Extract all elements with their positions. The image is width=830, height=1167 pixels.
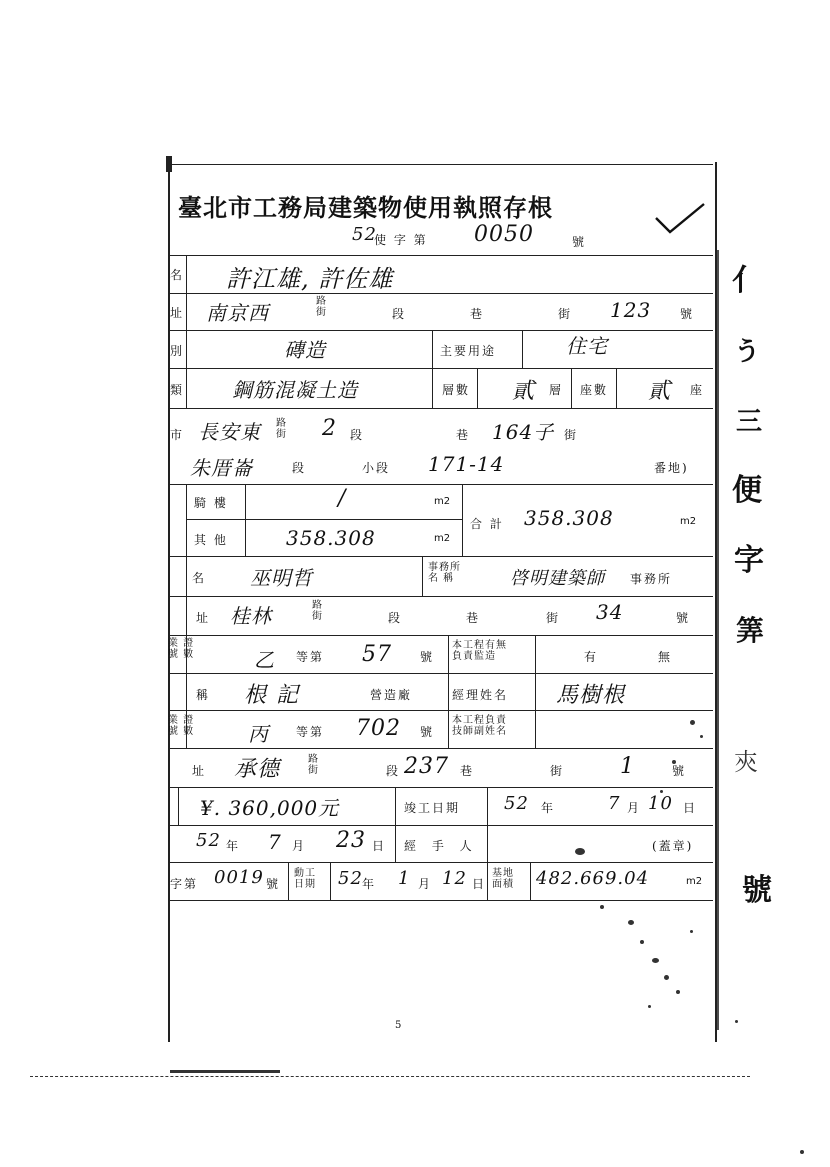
contractor-grade: 丙 bbox=[248, 722, 269, 746]
svg-text:號: 號 bbox=[742, 873, 772, 908]
category-label: 類 bbox=[170, 383, 185, 397]
rule bbox=[168, 748, 713, 749]
ceng-label: 層 bbox=[549, 383, 564, 397]
architect-house-no: 34 bbox=[596, 600, 624, 624]
contractor-name: 根記 bbox=[244, 683, 309, 708]
rule bbox=[245, 484, 246, 556]
form-title: 臺北市工務局建築物使用執照存根 bbox=[178, 193, 553, 222]
completion-year: 52 bbox=[504, 793, 529, 814]
svg-text:筭: 筭 bbox=[736, 614, 765, 647]
jie-label: 街 bbox=[550, 764, 565, 778]
total-area-value: 358.308 bbox=[524, 506, 614, 530]
issue-month: 7 bbox=[268, 830, 282, 854]
issue-year: 52 bbox=[196, 830, 221, 851]
start-permit-no: 0019 bbox=[214, 867, 264, 888]
office-suffix: 事務所 bbox=[630, 572, 673, 586]
rule bbox=[186, 519, 462, 520]
scan-edge-mark bbox=[170, 1070, 280, 1073]
dengdi-label: 等第 bbox=[296, 650, 325, 664]
svg-text:う: う bbox=[734, 337, 761, 367]
yue-label: 月 bbox=[627, 801, 642, 815]
owner-addr-label: 址 bbox=[170, 306, 185, 320]
owner-label: 名 bbox=[170, 268, 185, 282]
duan-label: 段 bbox=[350, 428, 365, 442]
rule bbox=[462, 484, 463, 556]
contractor-road: 承德 bbox=[234, 757, 281, 782]
xiang-label: 巷 bbox=[456, 428, 471, 442]
contractor-house-no: 1 bbox=[620, 754, 635, 779]
base-area-label: 基地 面積 bbox=[492, 868, 514, 890]
manager-label: 經理姓名 bbox=[452, 688, 509, 702]
arcade-unit: m2 bbox=[434, 496, 451, 507]
office-label: 事務所 名 稱 bbox=[428, 562, 461, 584]
road-street-label: 路 街 bbox=[312, 600, 322, 622]
corner-mark bbox=[166, 156, 172, 172]
site-district: 朱厝崙 bbox=[190, 456, 253, 480]
rule bbox=[448, 635, 449, 673]
rule bbox=[522, 330, 523, 368]
rule bbox=[288, 862, 289, 900]
owner-house-no: 123 bbox=[610, 298, 652, 322]
other-unit: m2 bbox=[434, 533, 451, 544]
site-xiang-no: 164子 bbox=[492, 420, 555, 444]
construction-cost: ¥. 360,000元 bbox=[200, 796, 340, 820]
nian-label: 年 bbox=[541, 801, 556, 815]
supervise-label: 本工程有無 負責監造 bbox=[452, 640, 507, 662]
contractor-license-label: 業 證 號 數 bbox=[168, 715, 195, 737]
hao-label: 號 bbox=[672, 764, 687, 778]
svg-text:三: 三 bbox=[736, 407, 763, 437]
owner-name: 許江雄, 許佐雄 bbox=[226, 265, 394, 293]
dengdi-label: 等第 bbox=[296, 725, 325, 739]
ri-label: 日 bbox=[472, 877, 487, 891]
hao-label: 號 bbox=[676, 611, 691, 625]
structure-value: 磚造 bbox=[284, 338, 326, 362]
category-value: 鋼筋混凝土造 bbox=[232, 378, 358, 402]
architect-name: 巫明哲 bbox=[250, 566, 313, 590]
rule bbox=[448, 673, 449, 710]
architect-addr-label: 址 bbox=[196, 611, 211, 625]
rule bbox=[178, 787, 179, 825]
rule bbox=[535, 673, 536, 710]
floors-value: 貳 bbox=[512, 379, 536, 404]
permit-hao: 號 bbox=[572, 235, 587, 249]
base-area-unit: m2 bbox=[686, 876, 703, 887]
scan-edge-line bbox=[30, 1076, 750, 1077]
road-street-label: 路 街 bbox=[316, 296, 326, 318]
nian-label: 年 bbox=[362, 877, 377, 891]
rule bbox=[432, 368, 433, 408]
contractor-label: 稱 bbox=[196, 688, 211, 702]
site-lot: 171-14 bbox=[428, 452, 505, 476]
rule bbox=[168, 368, 713, 369]
rule bbox=[487, 787, 488, 862]
arcade-label: 騎 樓 bbox=[194, 496, 228, 510]
architect-grade: 乙 bbox=[254, 648, 275, 672]
jie-label: 街 bbox=[558, 307, 573, 321]
seal-label: (蓋章) bbox=[652, 839, 694, 853]
rule bbox=[168, 255, 713, 256]
adjacent-page-fragment bbox=[712, 240, 822, 1040]
yue-label: 月 bbox=[292, 839, 307, 853]
completion-day: 10 bbox=[648, 793, 673, 814]
nian-label: 年 bbox=[226, 839, 241, 853]
page-mark: 5 bbox=[395, 1020, 404, 1031]
rule bbox=[432, 330, 433, 368]
road-street-label: 路 街 bbox=[308, 754, 318, 776]
zi-label: 字第 bbox=[170, 877, 199, 891]
duan-label: 段 bbox=[388, 611, 403, 625]
hao-label: 號 bbox=[420, 725, 435, 739]
rule bbox=[168, 408, 713, 409]
use-label: 主要用途 bbox=[440, 344, 497, 358]
use-value: 住宅 bbox=[566, 334, 608, 358]
blocks-value: 貳 bbox=[648, 379, 672, 404]
form-top-border bbox=[168, 164, 713, 165]
svg-text:㚒: 㚒 bbox=[734, 748, 758, 776]
site-duan-no: 2 bbox=[322, 416, 337, 441]
rule bbox=[168, 825, 713, 826]
fandi-label: 番地) bbox=[654, 461, 689, 475]
check-mark-icon bbox=[652, 200, 708, 240]
architect-label: 名 bbox=[192, 571, 207, 585]
start-date-label: 動工 日期 bbox=[294, 868, 316, 890]
jie-label: 街 bbox=[546, 611, 561, 625]
road-street-label: 路 街 bbox=[276, 418, 286, 440]
contractor-addr-label: 址 bbox=[192, 764, 207, 778]
rule bbox=[422, 556, 423, 596]
architect-road: 桂林 bbox=[230, 604, 272, 628]
ri-label: 日 bbox=[683, 801, 698, 815]
start-day: 12 bbox=[442, 868, 467, 889]
rule bbox=[168, 710, 713, 711]
label-column-rule bbox=[186, 255, 187, 408]
duan-label: 段 bbox=[386, 764, 401, 778]
office-name: 啓明建築師 bbox=[510, 568, 605, 589]
total-label: 合 計 bbox=[470, 517, 504, 531]
completion-month: 7 bbox=[608, 793, 621, 814]
rule bbox=[168, 673, 713, 674]
zuo-label: 座 bbox=[690, 383, 705, 397]
xiaoduan-label: 小段 bbox=[362, 461, 391, 475]
rule bbox=[168, 635, 713, 636]
rule bbox=[330, 862, 331, 900]
rule bbox=[168, 787, 713, 788]
contractor-license-no: 702 bbox=[356, 716, 401, 741]
start-year: 52 bbox=[338, 868, 363, 889]
rule bbox=[395, 787, 396, 862]
permit-number: 0050 bbox=[474, 222, 534, 247]
rule bbox=[168, 900, 713, 901]
handler-label: 經 手 人 bbox=[404, 839, 478, 853]
other-label: 其 他 bbox=[194, 533, 228, 547]
rule bbox=[168, 484, 713, 485]
structure-label: 別 bbox=[170, 344, 185, 358]
xiang-label: 巷 bbox=[470, 307, 485, 321]
architect-license-label: 業 證 號 數 bbox=[168, 638, 195, 660]
tech-label: 本工程負責 技師副姓名 bbox=[452, 715, 507, 737]
hao-label: 號 bbox=[420, 650, 435, 664]
start-month: 1 bbox=[398, 868, 411, 889]
jie-label: 街 bbox=[564, 428, 579, 442]
rule bbox=[168, 862, 713, 863]
rule bbox=[535, 710, 536, 748]
manager-name: 馬樹根 bbox=[556, 683, 626, 708]
base-area-value: 482.669.04 bbox=[536, 868, 650, 889]
architect-license-no: 57 bbox=[362, 642, 392, 667]
issue-day: 23 bbox=[336, 828, 366, 853]
yue-label: 月 bbox=[418, 877, 433, 891]
xiang-label: 巷 bbox=[466, 611, 481, 625]
permit-word: 使 字 第 bbox=[374, 233, 428, 247]
arcade-value: / bbox=[338, 486, 347, 511]
yingzao-label: 營造廠 bbox=[370, 688, 413, 702]
completion-label: 竣工日期 bbox=[404, 801, 461, 815]
hao-label: 號 bbox=[680, 307, 695, 321]
blocks-label: 座數 bbox=[580, 383, 609, 397]
rule bbox=[448, 710, 449, 748]
duan-label: 段 bbox=[392, 307, 407, 321]
rule bbox=[168, 330, 713, 331]
rule bbox=[571, 368, 572, 408]
contractor-xiang-no: 237 bbox=[404, 754, 449, 779]
other-area-value: 358.308 bbox=[286, 526, 376, 550]
site-road: 長安東 bbox=[198, 420, 261, 444]
ri-label: 日 bbox=[372, 839, 387, 853]
site-prefix: 市 bbox=[170, 428, 185, 442]
xiang-label: 巷 bbox=[460, 764, 475, 778]
supervise-yes: 有 bbox=[584, 650, 599, 664]
svg-text:便: 便 bbox=[732, 473, 762, 508]
rule bbox=[535, 635, 536, 673]
rule bbox=[487, 862, 488, 900]
hao-label: 號 bbox=[266, 877, 281, 891]
total-unit: m2 bbox=[680, 516, 697, 527]
svg-text:亻: 亻 bbox=[732, 263, 762, 298]
rule bbox=[477, 368, 478, 408]
owner-road: 南京西 bbox=[206, 301, 269, 325]
rule bbox=[616, 368, 617, 408]
permit-year: 52 bbox=[352, 224, 377, 245]
supervise-no: 無 bbox=[658, 650, 673, 664]
rule bbox=[530, 862, 531, 900]
rule bbox=[168, 596, 713, 597]
duan-label: 段 bbox=[292, 461, 307, 475]
label-column-rule bbox=[186, 484, 187, 748]
rule bbox=[168, 556, 713, 557]
svg-text:字: 字 bbox=[734, 543, 764, 578]
floors-label: 層數 bbox=[442, 383, 471, 397]
